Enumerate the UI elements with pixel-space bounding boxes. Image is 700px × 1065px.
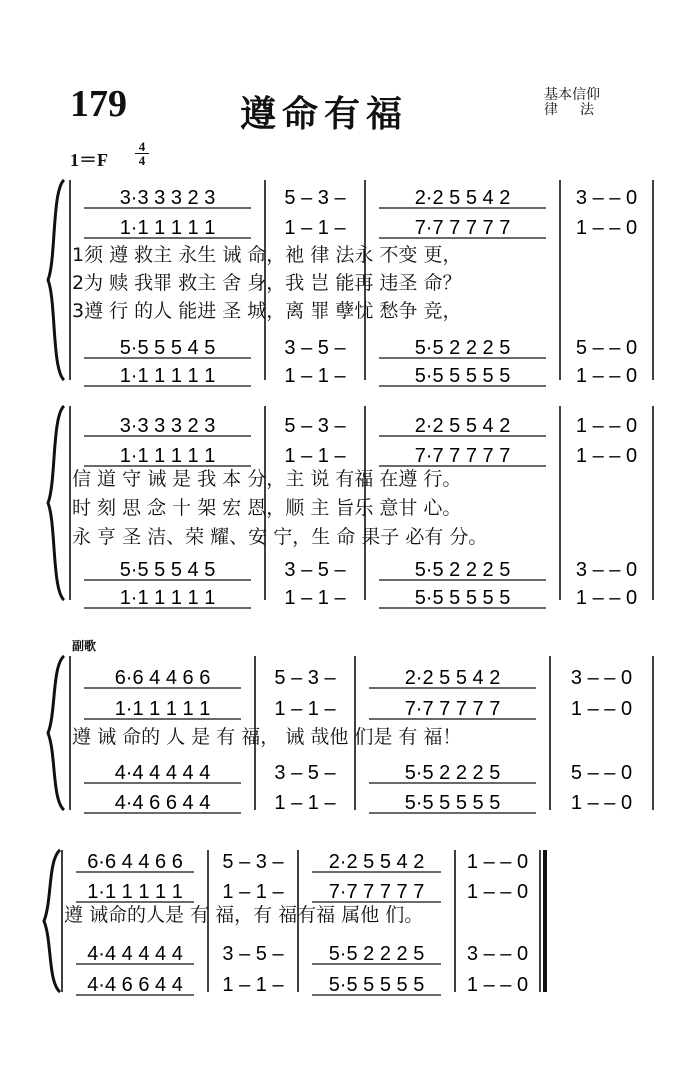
note-measure: 5 – 3 –	[284, 187, 346, 209]
lyric-line: 2为 赎 我罪 救主 舍 身，我 岂 能再 违圣 命？	[72, 272, 462, 294]
note-measure: 5 – 3 –	[222, 851, 284, 873]
note-measure: 2·2 5 5 4 2	[414, 187, 511, 209]
lyric-line: 遵 诫 命的 人 是 有 福， 诫 哉他 们是 有 福！	[72, 726, 462, 748]
note-measure: 5 – – 0	[570, 762, 633, 784]
note-measure: 1 – – 0	[575, 365, 638, 387]
lyric-line: 1须 遵 救主 永生 诫 命，祂 律 法永 不变 更，	[72, 244, 462, 266]
note-measure: 1·1 1 1 1 1	[114, 698, 211, 720]
note-measure: 1 – 1 –	[222, 881, 284, 903]
note-measure: 5·5 2 2 2 5	[414, 337, 511, 359]
note-measure: 1 – – 0	[575, 217, 638, 239]
note-measure: 2·2 5 5 4 2	[404, 667, 501, 689]
note-measure: 5·5 5 5 5 5	[414, 365, 511, 387]
note-measure: 1 – 1 –	[274, 792, 336, 814]
note-measure: 1·1 1 1 1 1	[119, 217, 216, 239]
note-measure: 1·1 1 1 1 1	[119, 445, 216, 467]
note-measure: 3 – – 0	[570, 667, 633, 689]
note-measure: 5·5 5 5 5 5	[414, 587, 511, 609]
lyric-line: 信 道 守 诫 是 我 本 分，主 说 有福 在遵 行。	[72, 468, 462, 490]
note-measure: 1 – 1 –	[222, 974, 284, 996]
note-measure: 5·5 2 2 2 5	[328, 943, 425, 965]
note-measure: 1 – 1 –	[284, 587, 346, 609]
note-measure: 1 – 1 –	[274, 698, 336, 720]
lyric-line: 遵 诫命的人是 有 福，有 福有福 属他 们。	[64, 904, 424, 926]
note-measure: 3 – – 0	[466, 943, 529, 965]
note-measure: 1·1 1 1 1 1	[119, 587, 216, 609]
note-measure: 3 – – 0	[575, 559, 638, 581]
system-brace	[44, 850, 60, 992]
note-measure: 1 – – 0	[570, 792, 633, 814]
note-measure: 1 – 1 –	[284, 445, 346, 467]
lyric-line: 3遵 行 的人 能进 圣 城，离 罪 孽忧 愁争 竞，	[72, 300, 462, 322]
note-measure: 7·7 7 7 7 7	[404, 698, 501, 720]
note-measure: 5 – 3 –	[284, 415, 346, 437]
note-measure: 5·5 2 2 2 5	[414, 559, 511, 581]
note-measure: 5 – 3 –	[274, 667, 336, 689]
note-measure: 5·5 5 5 4 5	[119, 337, 216, 359]
note-measure: 1 – – 0	[575, 587, 638, 609]
note-measure: 1·1 1 1 1 1	[87, 881, 183, 903]
note-measure: 5·5 5 5 5 5	[328, 974, 425, 996]
note-measure: 4·4 6 6 4 4	[114, 792, 211, 814]
hymn-title: 遵命有福	[240, 93, 409, 135]
time-numerator: 4	[138, 139, 146, 154]
time-denominator: 4	[135, 153, 149, 167]
hymn-number: 179	[70, 83, 127, 125]
note-measure: 5 – – 0	[575, 337, 638, 359]
note-measure: 1 – – 0	[466, 881, 529, 903]
note-measure: 1 – 1 –	[284, 365, 346, 387]
note-measure: 1 – – 0	[575, 415, 638, 437]
note-measure: 6·6 4 4 6 6	[87, 851, 183, 873]
system-brace	[48, 406, 64, 600]
note-measure: 3 – 5 –	[222, 943, 284, 965]
note-measure: 3 – 5 –	[284, 337, 346, 359]
note-measure: 2·2 5 5 4 2	[414, 415, 511, 437]
note-measure: 4·4 6 6 4 4	[87, 974, 183, 996]
note-measure: 7·7 7 7 7 7	[414, 445, 511, 467]
refrain-label: 副歌	[72, 639, 97, 653]
note-measure: 3·3 3 3 2 3	[119, 415, 216, 437]
note-measure: 3 – 5 –	[284, 559, 346, 581]
note-measure: 4·4 4 4 4 4	[114, 762, 211, 784]
note-measure: 3 – 5 –	[274, 762, 336, 784]
lyric-line: 永 亨 圣 洁、荣 耀、安 宁，生 命 果子 必有 分。	[72, 526, 488, 548]
note-measure: 3·3 3 3 2 3	[119, 187, 216, 209]
note-measure: 1·1 1 1 1 1	[119, 365, 216, 387]
note-measure: 1 – 1 –	[284, 217, 346, 239]
system-brace	[48, 656, 64, 810]
note-measure: 4·4 4 4 4 4	[87, 943, 183, 965]
key-signature: 1＝F	[70, 150, 108, 170]
note-measure: 3 – – 0	[575, 187, 638, 209]
category-line-2: 律法	[544, 102, 616, 118]
note-measure: 1 – – 0	[570, 698, 633, 720]
note-measure: 7·7 7 7 7 7	[414, 217, 511, 239]
note-measure: 7·7 7 7 7 7	[328, 881, 425, 903]
note-measure: 5·5 2 2 2 5	[404, 762, 501, 784]
note-measure: 5·5 5 5 4 5	[119, 559, 216, 581]
note-measure: 1 – – 0	[466, 851, 529, 873]
note-measure: 5·5 5 5 5 5	[404, 792, 501, 814]
system-brace	[48, 180, 64, 380]
note-measure: 1 – – 0	[466, 974, 529, 996]
category-line-1: 基本信仰	[544, 87, 600, 103]
note-measure: 1 – – 0	[575, 445, 638, 467]
lyric-line: 时 刻 思 念 十 架 宏 恩，顺 主 旨乐 意甘 心。	[72, 497, 462, 519]
note-measure: 6·6 4 4 6 6	[114, 667, 211, 689]
note-measure: 2·2 5 5 4 2	[328, 851, 425, 873]
